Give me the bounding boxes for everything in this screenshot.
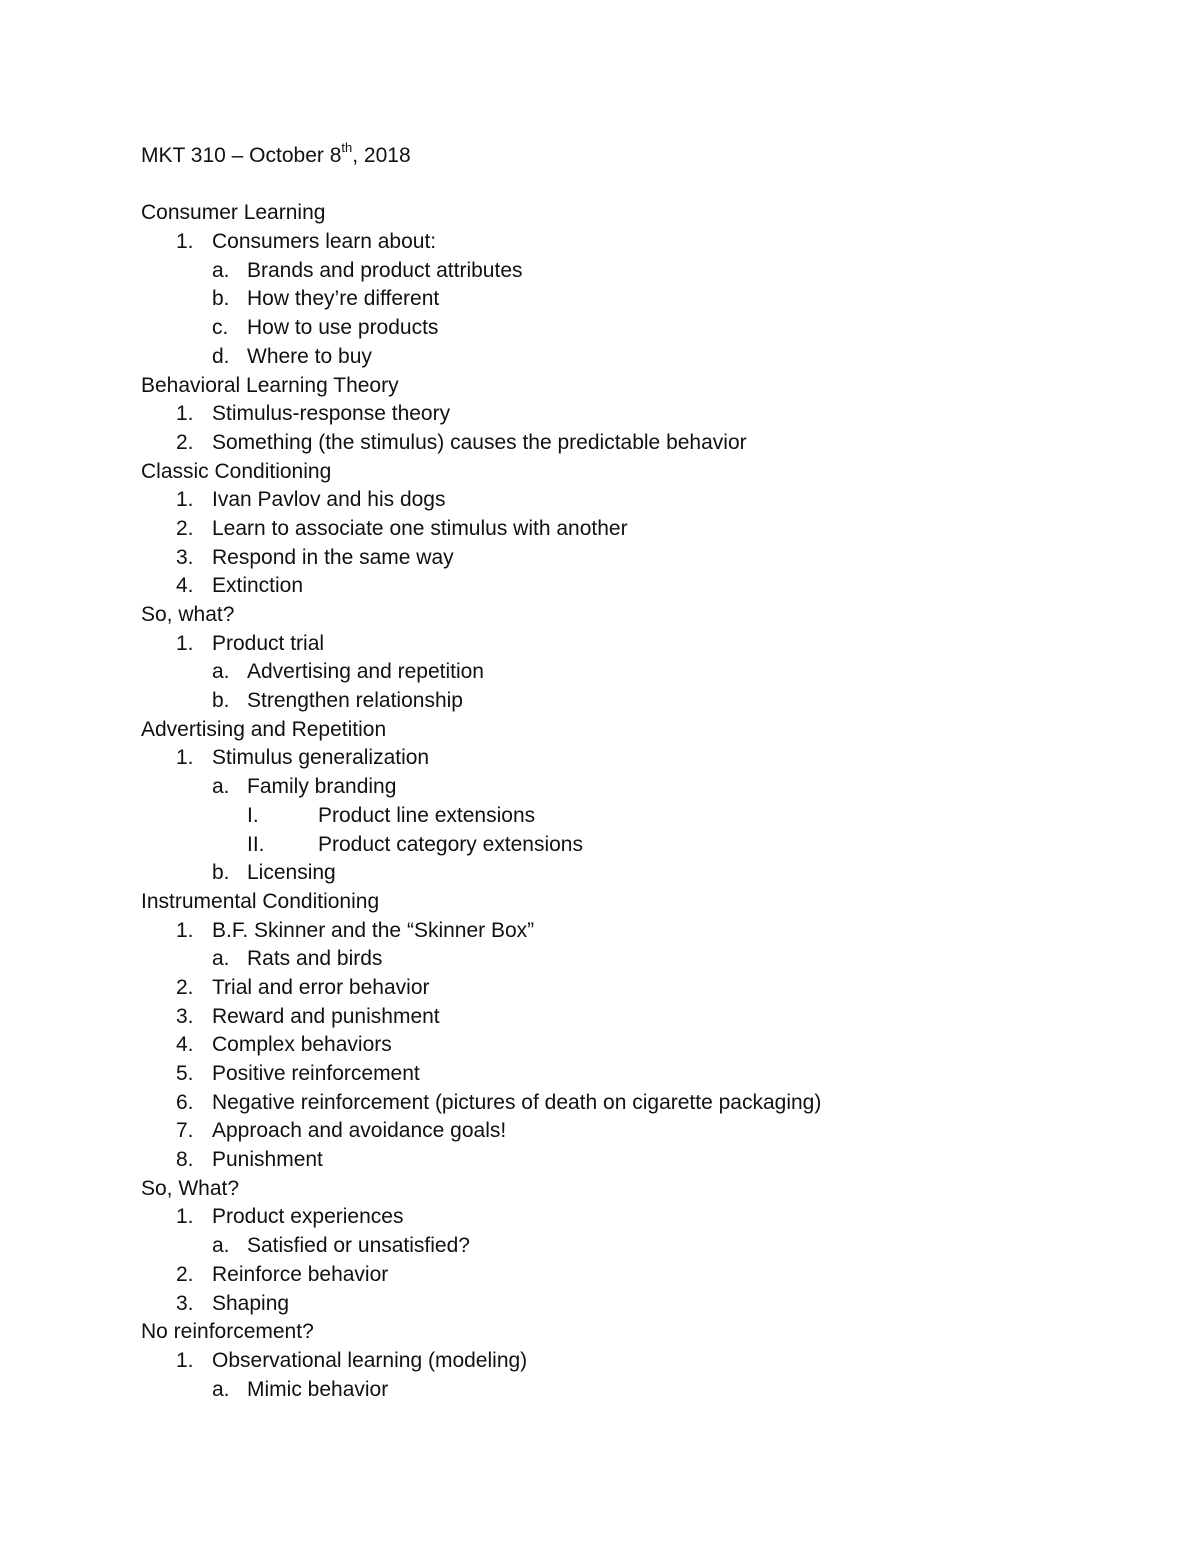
list-marker: b.	[212, 689, 230, 713]
list-item	[141, 802, 1101, 831]
list-marker: b.	[212, 287, 230, 311]
list-item-text: Product experiences	[212, 1205, 404, 1229]
list-marker: 1.	[176, 631, 194, 655]
list-item	[141, 773, 1101, 802]
list-item	[141, 486, 1101, 515]
list-marker: 2.	[176, 430, 194, 454]
list-item-text: Trial and error behavior	[212, 975, 430, 999]
heading-text: So, What?	[141, 1176, 240, 1200]
list-item-text: Ivan Pavlov and his dogs	[212, 488, 446, 512]
list-item	[141, 1003, 1101, 1032]
list-marker: 6.	[176, 1090, 194, 1114]
section-heading	[141, 601, 1101, 630]
list-item	[141, 630, 1101, 659]
list-marker: 3.	[176, 545, 194, 569]
section-heading	[141, 458, 1101, 487]
list-item-text: Stimulus generalization	[212, 746, 430, 770]
list-item-text: Negative reinforcement (pictures of death on cigarette packaging)	[212, 1090, 822, 1114]
heading-text: Classic Conditioning	[141, 459, 332, 483]
list-item-text: Product category extensions	[318, 832, 583, 856]
list-item	[141, 917, 1101, 946]
list-item	[141, 572, 1101, 601]
list-marker: 2.	[176, 975, 194, 999]
list-item-text: How to use products	[247, 316, 439, 340]
list-item-text: Observational learning (modeling)	[212, 1348, 528, 1372]
list-item-text: Strengthen relationship	[247, 689, 463, 713]
list-item-text: Learn to associate one stimulus with another	[212, 516, 628, 540]
list-item-text: Where to buy	[247, 344, 372, 368]
section-heading	[141, 199, 1101, 228]
list-item-text: Positive reinforcement	[212, 1062, 420, 1085]
list-item-text: Extinction	[212, 574, 304, 598]
list-item	[141, 1203, 1101, 1232]
list-marker: 4.	[176, 574, 194, 598]
list-item-text: Consumers learn about:	[212, 230, 437, 254]
list-marker: a.	[212, 1377, 230, 1401]
list-marker: 1.	[176, 918, 194, 942]
document-title	[141, 142, 1101, 171]
list-marker: 1.	[176, 746, 194, 770]
list-marker: 7.	[176, 1119, 194, 1143]
list-marker: 3.	[176, 1291, 194, 1315]
list-item	[141, 1376, 1101, 1405]
list-item-text: Stimulus-response theory	[212, 402, 451, 426]
section-heading	[141, 372, 1101, 401]
list-item	[141, 974, 1101, 1003]
list-marker: d.	[212, 344, 230, 368]
list-item-text: B.F. Skinner and the “Skinner Box”	[212, 918, 535, 942]
list-item-text: Satisfied or unsatisfied?	[247, 1234, 470, 1258]
list-marker: I.	[247, 803, 259, 827]
list-item	[141, 228, 1101, 257]
list-item	[141, 257, 1101, 286]
list-item	[141, 1290, 1101, 1319]
list-item	[141, 1261, 1101, 1290]
list-item-text: Licensing	[247, 861, 336, 885]
list-item-text: Shaping	[212, 1291, 290, 1315]
list-item	[141, 658, 1101, 687]
list-item-text: Brands and product attributes	[247, 258, 523, 282]
list-marker: c.	[212, 316, 229, 340]
list-item-text: Approach and avoidance goals!	[212, 1119, 507, 1143]
heading-text: No reinforcement?	[141, 1320, 314, 1344]
list-marker: a.	[212, 258, 230, 282]
list-marker: 1.	[176, 230, 194, 254]
list-item-text: Reward and punishment	[212, 1004, 440, 1028]
heading-text: So, what?	[141, 603, 235, 626]
list-marker: b.	[212, 861, 230, 885]
list-item-text: Complex behaviors	[212, 1033, 392, 1057]
list-item	[141, 544, 1101, 573]
outline	[141, 199, 1101, 1404]
document-body	[141, 142, 1101, 1404]
list-item	[141, 314, 1101, 343]
list-item-text: Something (the stimulus) causes the predictable behavior	[212, 430, 747, 454]
list-marker: a.	[212, 660, 230, 684]
list-item	[141, 744, 1101, 773]
section-heading	[141, 1175, 1101, 1204]
list-item	[141, 1232, 1101, 1261]
list-marker: 1.	[176, 1348, 194, 1372]
list-item	[141, 429, 1101, 458]
list-item	[141, 1031, 1101, 1060]
list-item-text: Respond in the same way	[212, 545, 454, 569]
list-item-text: Reinforce behavior	[212, 1262, 389, 1286]
heading-text: Advertising and Repetition	[141, 717, 387, 741]
list-item	[141, 1089, 1101, 1118]
list-item	[141, 515, 1101, 544]
list-item	[141, 285, 1101, 314]
section-heading	[141, 888, 1101, 917]
title-suffix: , 2018	[352, 144, 411, 167]
list-item	[141, 859, 1101, 888]
blank-line	[141, 171, 1101, 200]
section-heading	[141, 1318, 1101, 1347]
list-item-text: Advertising and repetition	[247, 660, 484, 684]
list-item-text: Mimic behavior	[247, 1377, 389, 1401]
list-item	[141, 343, 1101, 372]
list-marker: 2.	[176, 1262, 194, 1286]
heading-text: Behavioral Learning Theory	[141, 373, 399, 397]
title-superscript: th	[341, 140, 353, 155]
list-marker: 3.	[176, 1004, 194, 1028]
list-marker: a.	[212, 1234, 230, 1258]
list-item	[141, 945, 1101, 974]
list-marker: 2.	[176, 516, 194, 540]
list-item-text: Punishment	[212, 1148, 323, 1172]
title-prefix: MKT 310 – October 8	[141, 144, 342, 167]
list-item	[141, 1146, 1101, 1175]
list-item-text: Product line extensions	[318, 803, 536, 827]
list-item-text: How they’re different	[247, 287, 440, 311]
list-marker: 8.	[176, 1148, 194, 1172]
list-item	[141, 1060, 1101, 1089]
list-marker: 1.	[176, 1205, 194, 1229]
list-marker: 4.	[176, 1033, 194, 1057]
list-marker: a.	[212, 775, 230, 799]
list-marker: a.	[212, 947, 230, 971]
list-marker: 5.	[176, 1062, 194, 1085]
list-item	[141, 831, 1101, 860]
list-item-text: Product trial	[212, 631, 325, 655]
heading-text: Consumer Learning	[141, 201, 326, 225]
list-item	[141, 687, 1101, 716]
list-item	[141, 1117, 1101, 1146]
section-heading	[141, 716, 1101, 745]
list-marker: 1.	[176, 402, 194, 426]
list-item-text: Rats and birds	[247, 947, 383, 971]
list-item	[141, 1347, 1101, 1376]
list-marker: II.	[247, 832, 265, 856]
list-item	[141, 400, 1101, 429]
list-item-text: Family branding	[247, 775, 397, 799]
list-marker: 1.	[176, 488, 194, 512]
heading-text: Instrumental Conditioning	[141, 889, 380, 913]
